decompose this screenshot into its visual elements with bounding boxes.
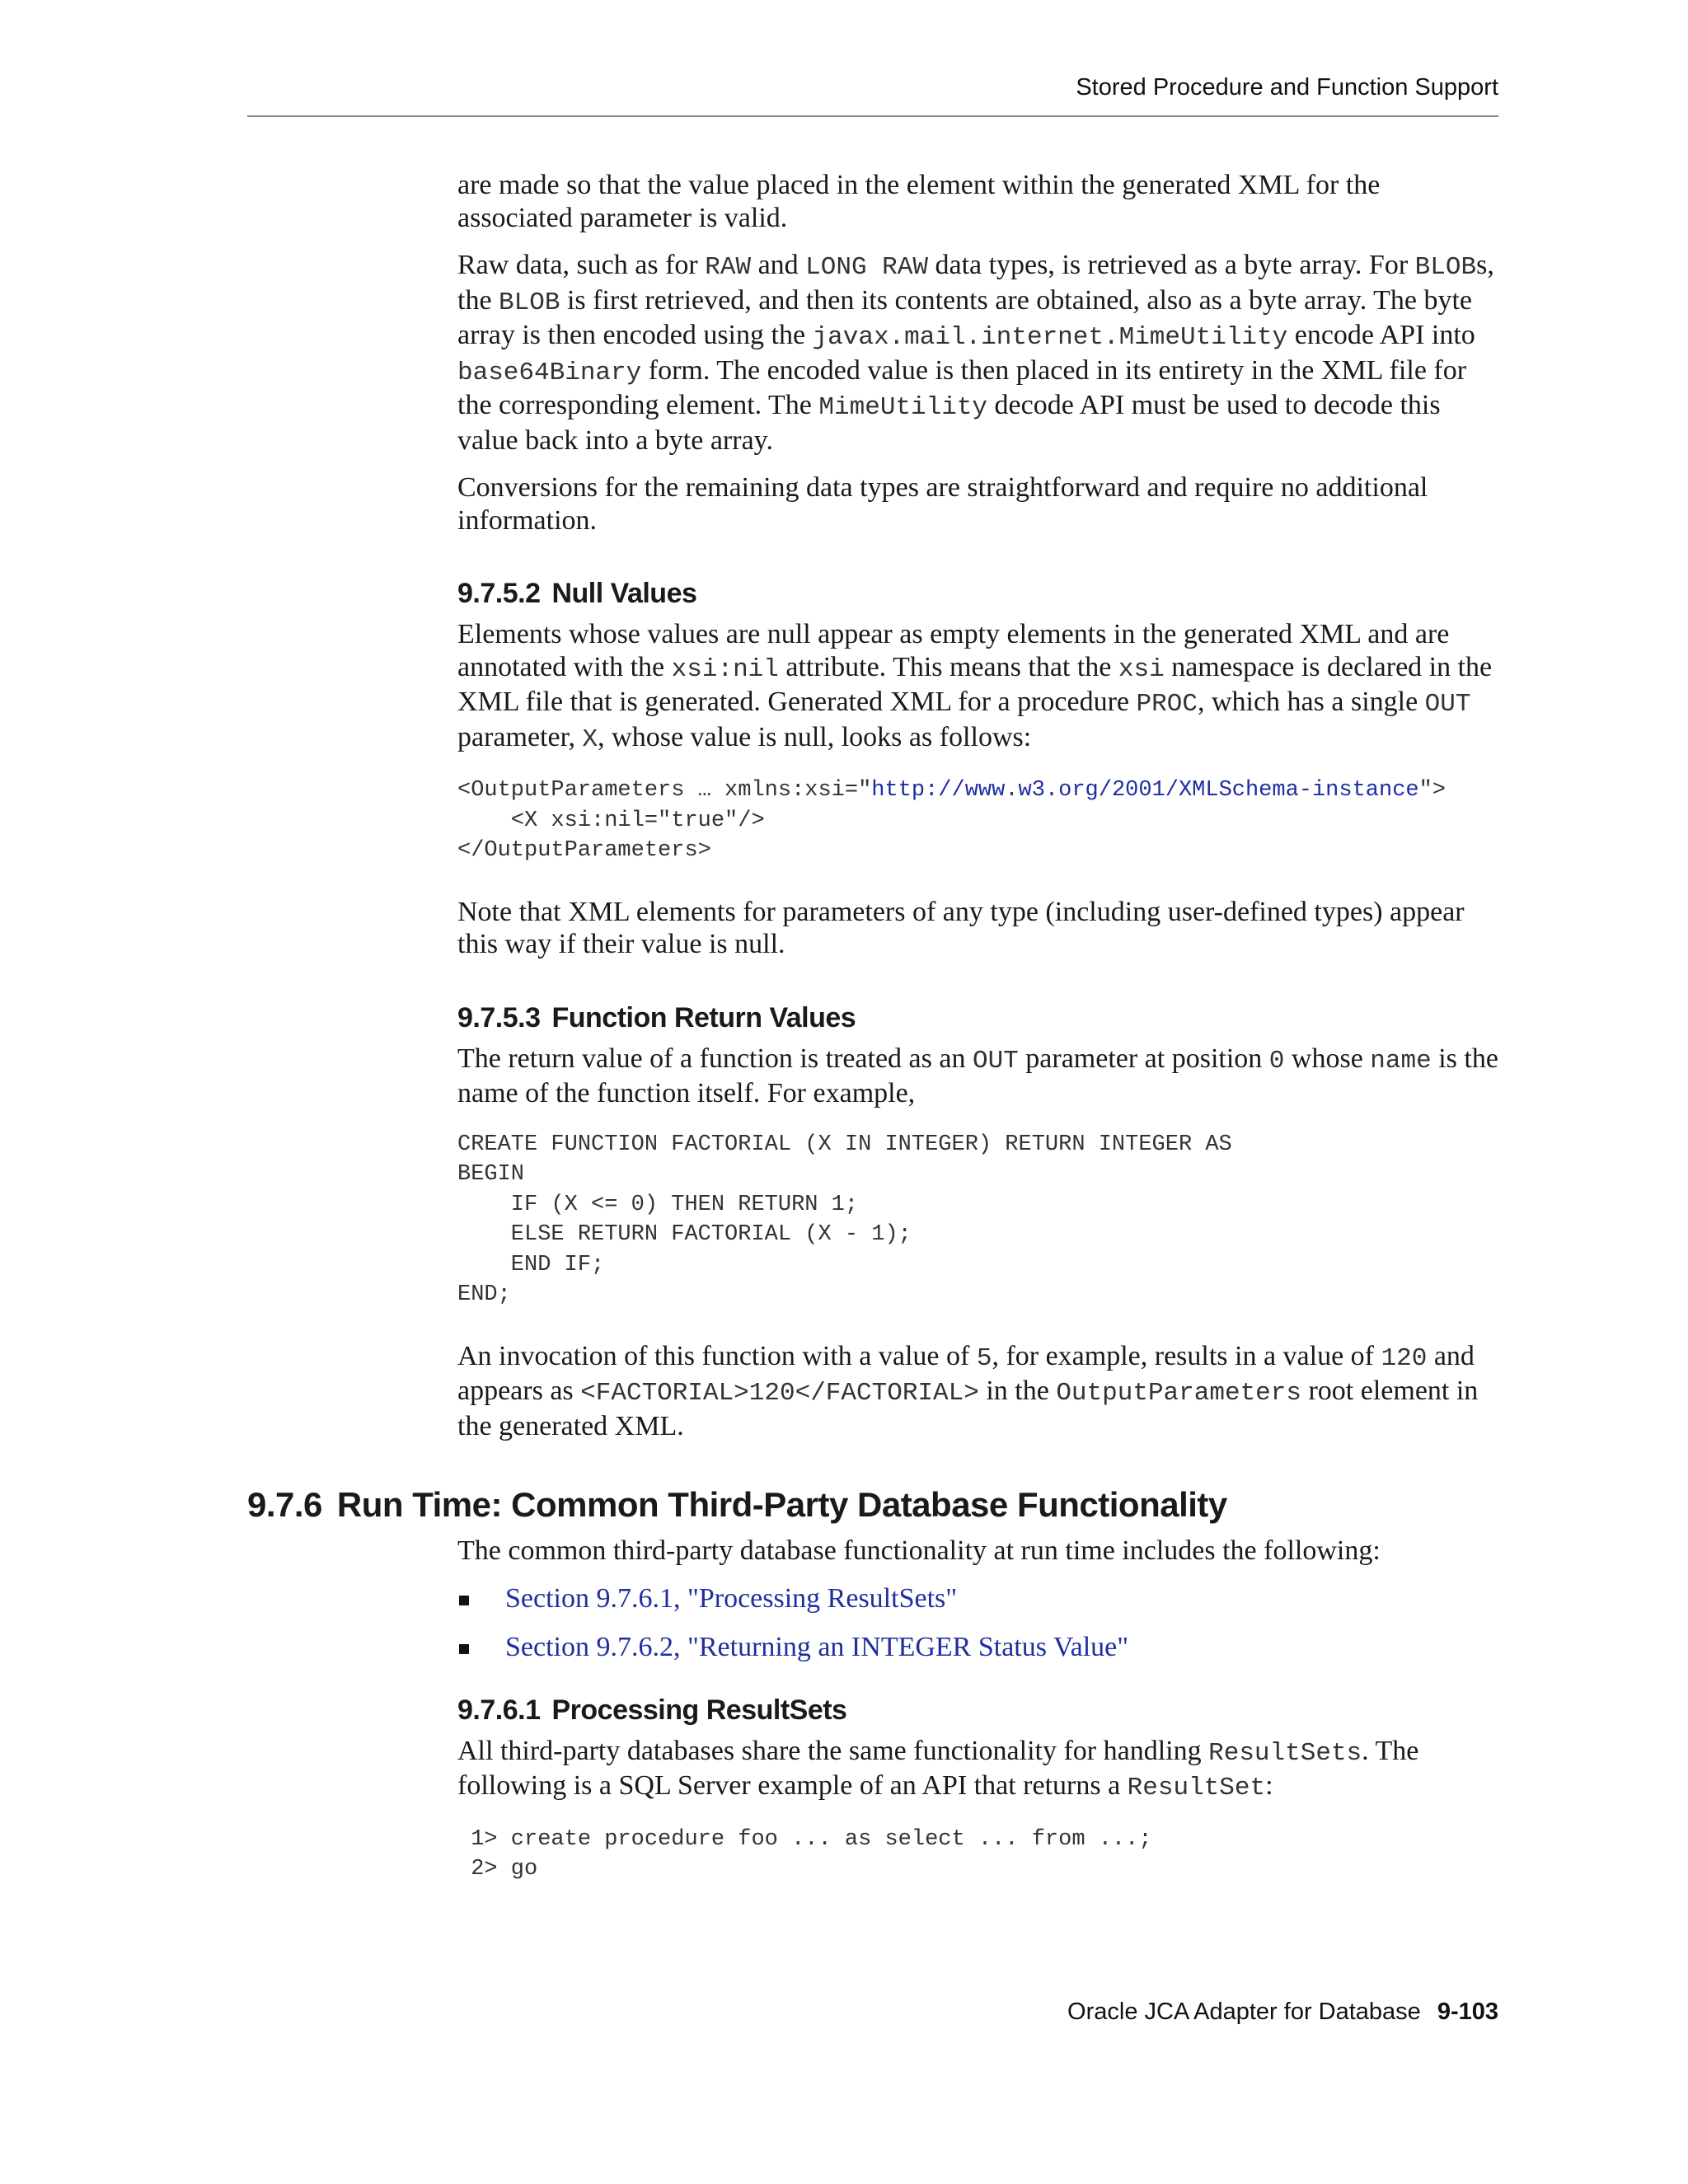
heading-processing-resultsets (457, 1694, 1498, 1727)
text: and appears as (457, 1340, 1475, 1406)
code-out: OUT (972, 1046, 1019, 1076)
heading-function-return-values (457, 1002, 1498, 1034)
text: parameter at position (1018, 1043, 1269, 1074)
paragraph-conversions: Conversions for the remaining data types are straightforward and require no additional information. (457, 472, 1428, 536)
header-divider (247, 115, 1498, 117)
heading-run-time (247, 1485, 1498, 1525)
section-title: Run Time: Common Third-Party Database Functionality (336, 1485, 1227, 1524)
text: , for example, results in a value of (992, 1340, 1381, 1371)
text: The return value of a function is treated as an (457, 1043, 973, 1074)
section-title: Function Return Values (551, 1001, 856, 1033)
code-out: OUT (1424, 690, 1471, 719)
text: is the name of the function itself. For example, (457, 1043, 1498, 1108)
code-block-null-xml (457, 776, 1498, 866)
paragraph-validity: are made so that the value placed in the element within the generated XML for the associated parameter is valid. (457, 170, 1381, 233)
code-proc: PROC (1136, 690, 1198, 719)
code-base64binary: base64Binary (457, 358, 642, 387)
text: parameter, (457, 721, 583, 752)
code-block-sql-server: 1> create procedure foo ... as select ... from ...; 2> go (471, 1826, 1152, 1882)
text: : (1265, 1770, 1273, 1801)
text: s, the (457, 250, 1494, 316)
paragraph-null-note: Note that XML elements for parameters of any type (including user-defined types) appear this way if their value is null. (457, 896, 1465, 959)
list-item (457, 1582, 1498, 1615)
text: form. The encoded value is then placed in its entirety in the XML file for the corresponding element. The (457, 354, 1467, 420)
heading-null-values (457, 578, 1498, 610)
text: data types, is retrieved as a byte array. For (927, 250, 1415, 280)
text: , whose value is null, looks as follows: (598, 721, 1032, 752)
text: and (751, 250, 806, 280)
code-x: X (582, 724, 598, 754)
section-number: 9.7.6.1 (457, 1694, 541, 1726)
xmlschema-link[interactable]: http://www.w3.org/2001/XMLSchema-instance (871, 778, 1419, 803)
code-text: <X xsi:nil="true"/> </OutputParameters> (457, 808, 765, 863)
text: . The following is a SQL Server example of an API that returns a (457, 1735, 1419, 1801)
text: attribute. This means that the (778, 651, 1118, 682)
code-raw: RAW (705, 253, 752, 282)
section-title: Processing ResultSets (551, 1694, 847, 1726)
paragraph-resultsets (457, 1735, 1498, 1805)
text: namespace is declared in the XML file that is generated. Generated XML for a procedure (457, 651, 1493, 717)
text: An invocation of this function with a value of (457, 1340, 977, 1371)
code-blob: BLOB (499, 288, 560, 317)
link-returning-integer-status[interactable]: Section 9.7.6.2, "Returning an INTEGER Status Value" (505, 1631, 1129, 1662)
text: decode API must be used to decode this value back into a byte array. (457, 390, 1441, 456)
section-number: 9.7.5.2 (457, 578, 541, 609)
bullet-icon (459, 1596, 469, 1605)
page-number: 9-103 (1437, 1999, 1498, 2025)
text: Raw data, such as for (457, 250, 706, 280)
list-item (457, 1631, 1498, 1663)
text: whose (1284, 1043, 1371, 1074)
paragraph-null-values (457, 618, 1498, 756)
text: All third-party databases share the same functionality for handling (457, 1735, 1209, 1766)
text: is first retrieved, and then its contents are obtained, also as a byte array. The byte array is then encoded using the (457, 284, 1472, 350)
code-long-raw: LONG RAW (805, 253, 928, 282)
paragraph-raw-data (457, 249, 1498, 457)
paragraph-run-time-intro: The common third-party database functionality at run time includes the following: (457, 1535, 1381, 1566)
code-resultsets: ResultSets (1208, 1738, 1362, 1768)
code-block-factorial: CREATE FUNCTION FACTORIAL (X IN INTEGER) RETURN INTEGER AS BEGIN IF (X <= 0) THEN RETURN 1; ELSE RETURN FACTORIAL (X - 1); END IF; END; (457, 1132, 1232, 1307)
section-number: 9.7.5.3 (457, 1001, 541, 1033)
text: root element in the generated XML. (457, 1376, 1479, 1441)
section-title: Null Values (551, 578, 697, 609)
text: in the (978, 1376, 1057, 1406)
code-name: name (1370, 1046, 1432, 1076)
code-mimeutility-class: javax.mail.internet.MimeUtility (812, 323, 1288, 352)
code-zero: 0 (1268, 1046, 1285, 1076)
text: encode API into (1287, 320, 1475, 350)
page-footer (1067, 1999, 1498, 2026)
code-resultset: ResultSet (1127, 1774, 1266, 1802)
bullet-icon (459, 1644, 469, 1654)
text: , which has a single (1197, 687, 1425, 717)
code-xsi: xsi (1118, 654, 1165, 684)
text: Elements whose values are null appear as empty elements in the generated XML and are annotated with the (457, 619, 1450, 682)
code-120: 120 (1381, 1343, 1428, 1373)
code-outputparameters: OutputParameters (1056, 1379, 1301, 1408)
code-blob: BLOB (1414, 253, 1477, 282)
code-mimeutility: MimeUtility (818, 393, 988, 422)
code-xsi-nil: xsi:nil (671, 654, 779, 684)
code-text: "> (1418, 778, 1447, 803)
code-factorial-element: <FACTORIAL>120</FACTORIAL> (580, 1379, 979, 1408)
running-header: Stored Procedure and Function Support (1076, 74, 1498, 101)
link-processing-resultsets[interactable]: Section 9.7.6.1, "Processing ResultSets" (505, 1582, 958, 1614)
section-link-list (457, 1582, 1498, 1663)
code-text: <OutputParameters … xmlns:xsi=" (457, 778, 872, 803)
book-title: Oracle JCA Adapter for Database (1067, 1999, 1421, 2025)
section-number: 9.7.6 (247, 1485, 322, 1524)
page-body (247, 169, 1498, 1915)
code-five: 5 (976, 1343, 992, 1373)
paragraph-invocation (457, 1340, 1498, 1443)
paragraph-function-return (457, 1043, 1498, 1110)
